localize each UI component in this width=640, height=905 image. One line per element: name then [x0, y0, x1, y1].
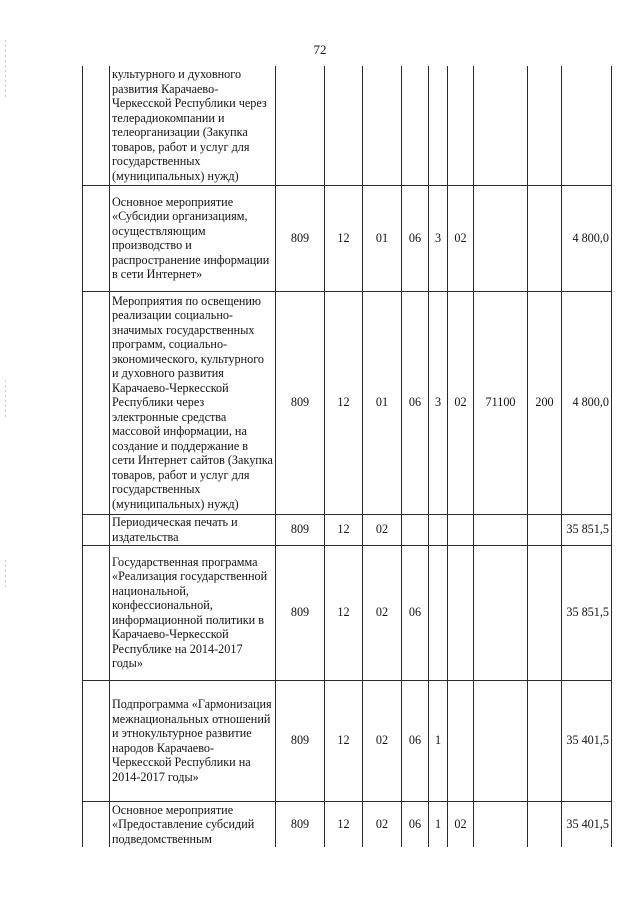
- direction-code: [474, 185, 528, 291]
- ministry-code: 809: [276, 185, 325, 291]
- item-name: культурного и духовного развития Карачаево-Черкесской Республики через телерадиокомпании и телеорганизации (Закупка товаров, работ и услуг для государственных (муниципальных) нужд): [110, 66, 276, 185]
- subprogram-code: [429, 514, 448, 545]
- expense-type-code: [528, 801, 562, 847]
- table-row: [83, 680, 612, 801]
- amount: [562, 66, 612, 185]
- subsection-code: 01: [363, 185, 402, 291]
- main-activity-code: [448, 680, 474, 801]
- direction-code: [474, 514, 528, 545]
- direction-code: [474, 545, 528, 680]
- page-number: 72: [313, 42, 327, 57]
- section-code: 12: [325, 291, 363, 514]
- section-code: 12: [325, 545, 363, 680]
- row-number-cell: [83, 545, 110, 680]
- section-code: 12: [325, 514, 363, 545]
- main-activity-code: 02: [448, 185, 474, 291]
- section-code: 12: [325, 185, 363, 291]
- subsection-code: [363, 66, 402, 185]
- direction-code: [474, 66, 528, 185]
- program-code: 06: [402, 291, 429, 514]
- table-row: [83, 291, 612, 514]
- item-name: Основное мероприятие «Предоставление субсидий подведомственным: [110, 801, 276, 847]
- amount: 35 401,5: [562, 680, 612, 801]
- item-name: Периодическая печать и издательства: [110, 514, 276, 545]
- program-code: 06: [402, 680, 429, 801]
- program-code: [402, 514, 429, 545]
- direction-code: [474, 801, 528, 847]
- main-activity-code: [448, 66, 474, 185]
- program-code: 06: [402, 545, 429, 680]
- direction-code: 71100: [474, 291, 528, 514]
- amount: 4 800,0: [562, 291, 612, 514]
- item-name: Подпрограмма «Гармонизация межнациональных отношений и этнокультурное развитие народов Карачаево-Черкесской Республики на 2014-2017 годы»: [110, 680, 276, 801]
- table-row: [83, 185, 612, 291]
- direction-code: [474, 680, 528, 801]
- table-row: [83, 66, 612, 185]
- amount: 35 851,5: [562, 545, 612, 680]
- row-number-cell: [83, 680, 110, 801]
- subprogram-code: 3: [429, 291, 448, 514]
- subsection-code: 02: [363, 680, 402, 801]
- expense-type-code: [528, 66, 562, 185]
- expense-type-code: [528, 185, 562, 291]
- section-code: 12: [325, 680, 363, 801]
- row-number-cell: [83, 66, 110, 185]
- row-number-cell: [83, 185, 110, 291]
- table-row: [83, 514, 612, 545]
- main-activity-code: [448, 514, 474, 545]
- program-code: 06: [402, 801, 429, 847]
- amount: 35 851,5: [562, 514, 612, 545]
- main-activity-code: 02: [448, 801, 474, 847]
- ministry-code: 809: [276, 514, 325, 545]
- ministry-code: 809: [276, 801, 325, 847]
- program-code: [402, 66, 429, 185]
- subsection-code: 02: [363, 514, 402, 545]
- scan-margin-mark: [5, 560, 6, 590]
- subprogram-code: [429, 66, 448, 185]
- subprogram-code: 1: [429, 801, 448, 847]
- section-code: [325, 66, 363, 185]
- table-row: [83, 545, 612, 680]
- subprogram-code: 1: [429, 680, 448, 801]
- subsection-code: 02: [363, 545, 402, 680]
- row-number-cell: [83, 801, 110, 847]
- main-activity-code: 02: [448, 291, 474, 514]
- expense-type-code: 200: [528, 291, 562, 514]
- expense-type-code: [528, 545, 562, 680]
- subprogram-code: 3: [429, 185, 448, 291]
- item-name: Государственная программа «Реализация государственной национальной, конфессиональной, информационной политики в Карачаево-Черкесской Республике на 2014-2017 годы»: [110, 545, 276, 680]
- section-code: 12: [325, 801, 363, 847]
- subsection-code: 02: [363, 801, 402, 847]
- ministry-code: 809: [276, 545, 325, 680]
- amount: 35 401,5: [562, 801, 612, 847]
- program-code: 06: [402, 185, 429, 291]
- amount: 4 800,0: [562, 185, 612, 291]
- item-name: Мероприятия по освещению реализации социально-значимых государственных программ, социально-экономического, культурного и духовного развития Карачаево-Черкесской Республики через электронные средства массовой информации, на создание и поддержание в сети Интернет сайтов (Закупка товаров, работ и услуг для государственных (муниципальных) нужд): [110, 291, 276, 514]
- item-name: Основное мероприятие «Субсидии организациям, осуществляющим производство и распространение информации в сети Интернет»: [110, 185, 276, 291]
- expense-type-code: [528, 514, 562, 545]
- subprogram-code: [429, 545, 448, 680]
- table-row: [83, 801, 612, 847]
- budget-table: [82, 66, 612, 847]
- row-number-cell: [83, 514, 110, 545]
- row-number-cell: [83, 291, 110, 514]
- subsection-code: 01: [363, 291, 402, 514]
- ministry-code: 809: [276, 680, 325, 801]
- scan-margin-mark: [5, 380, 6, 420]
- main-activity-code: [448, 545, 474, 680]
- ministry-code: [276, 66, 325, 185]
- ministry-code: 809: [276, 291, 325, 514]
- expense-type-code: [528, 680, 562, 801]
